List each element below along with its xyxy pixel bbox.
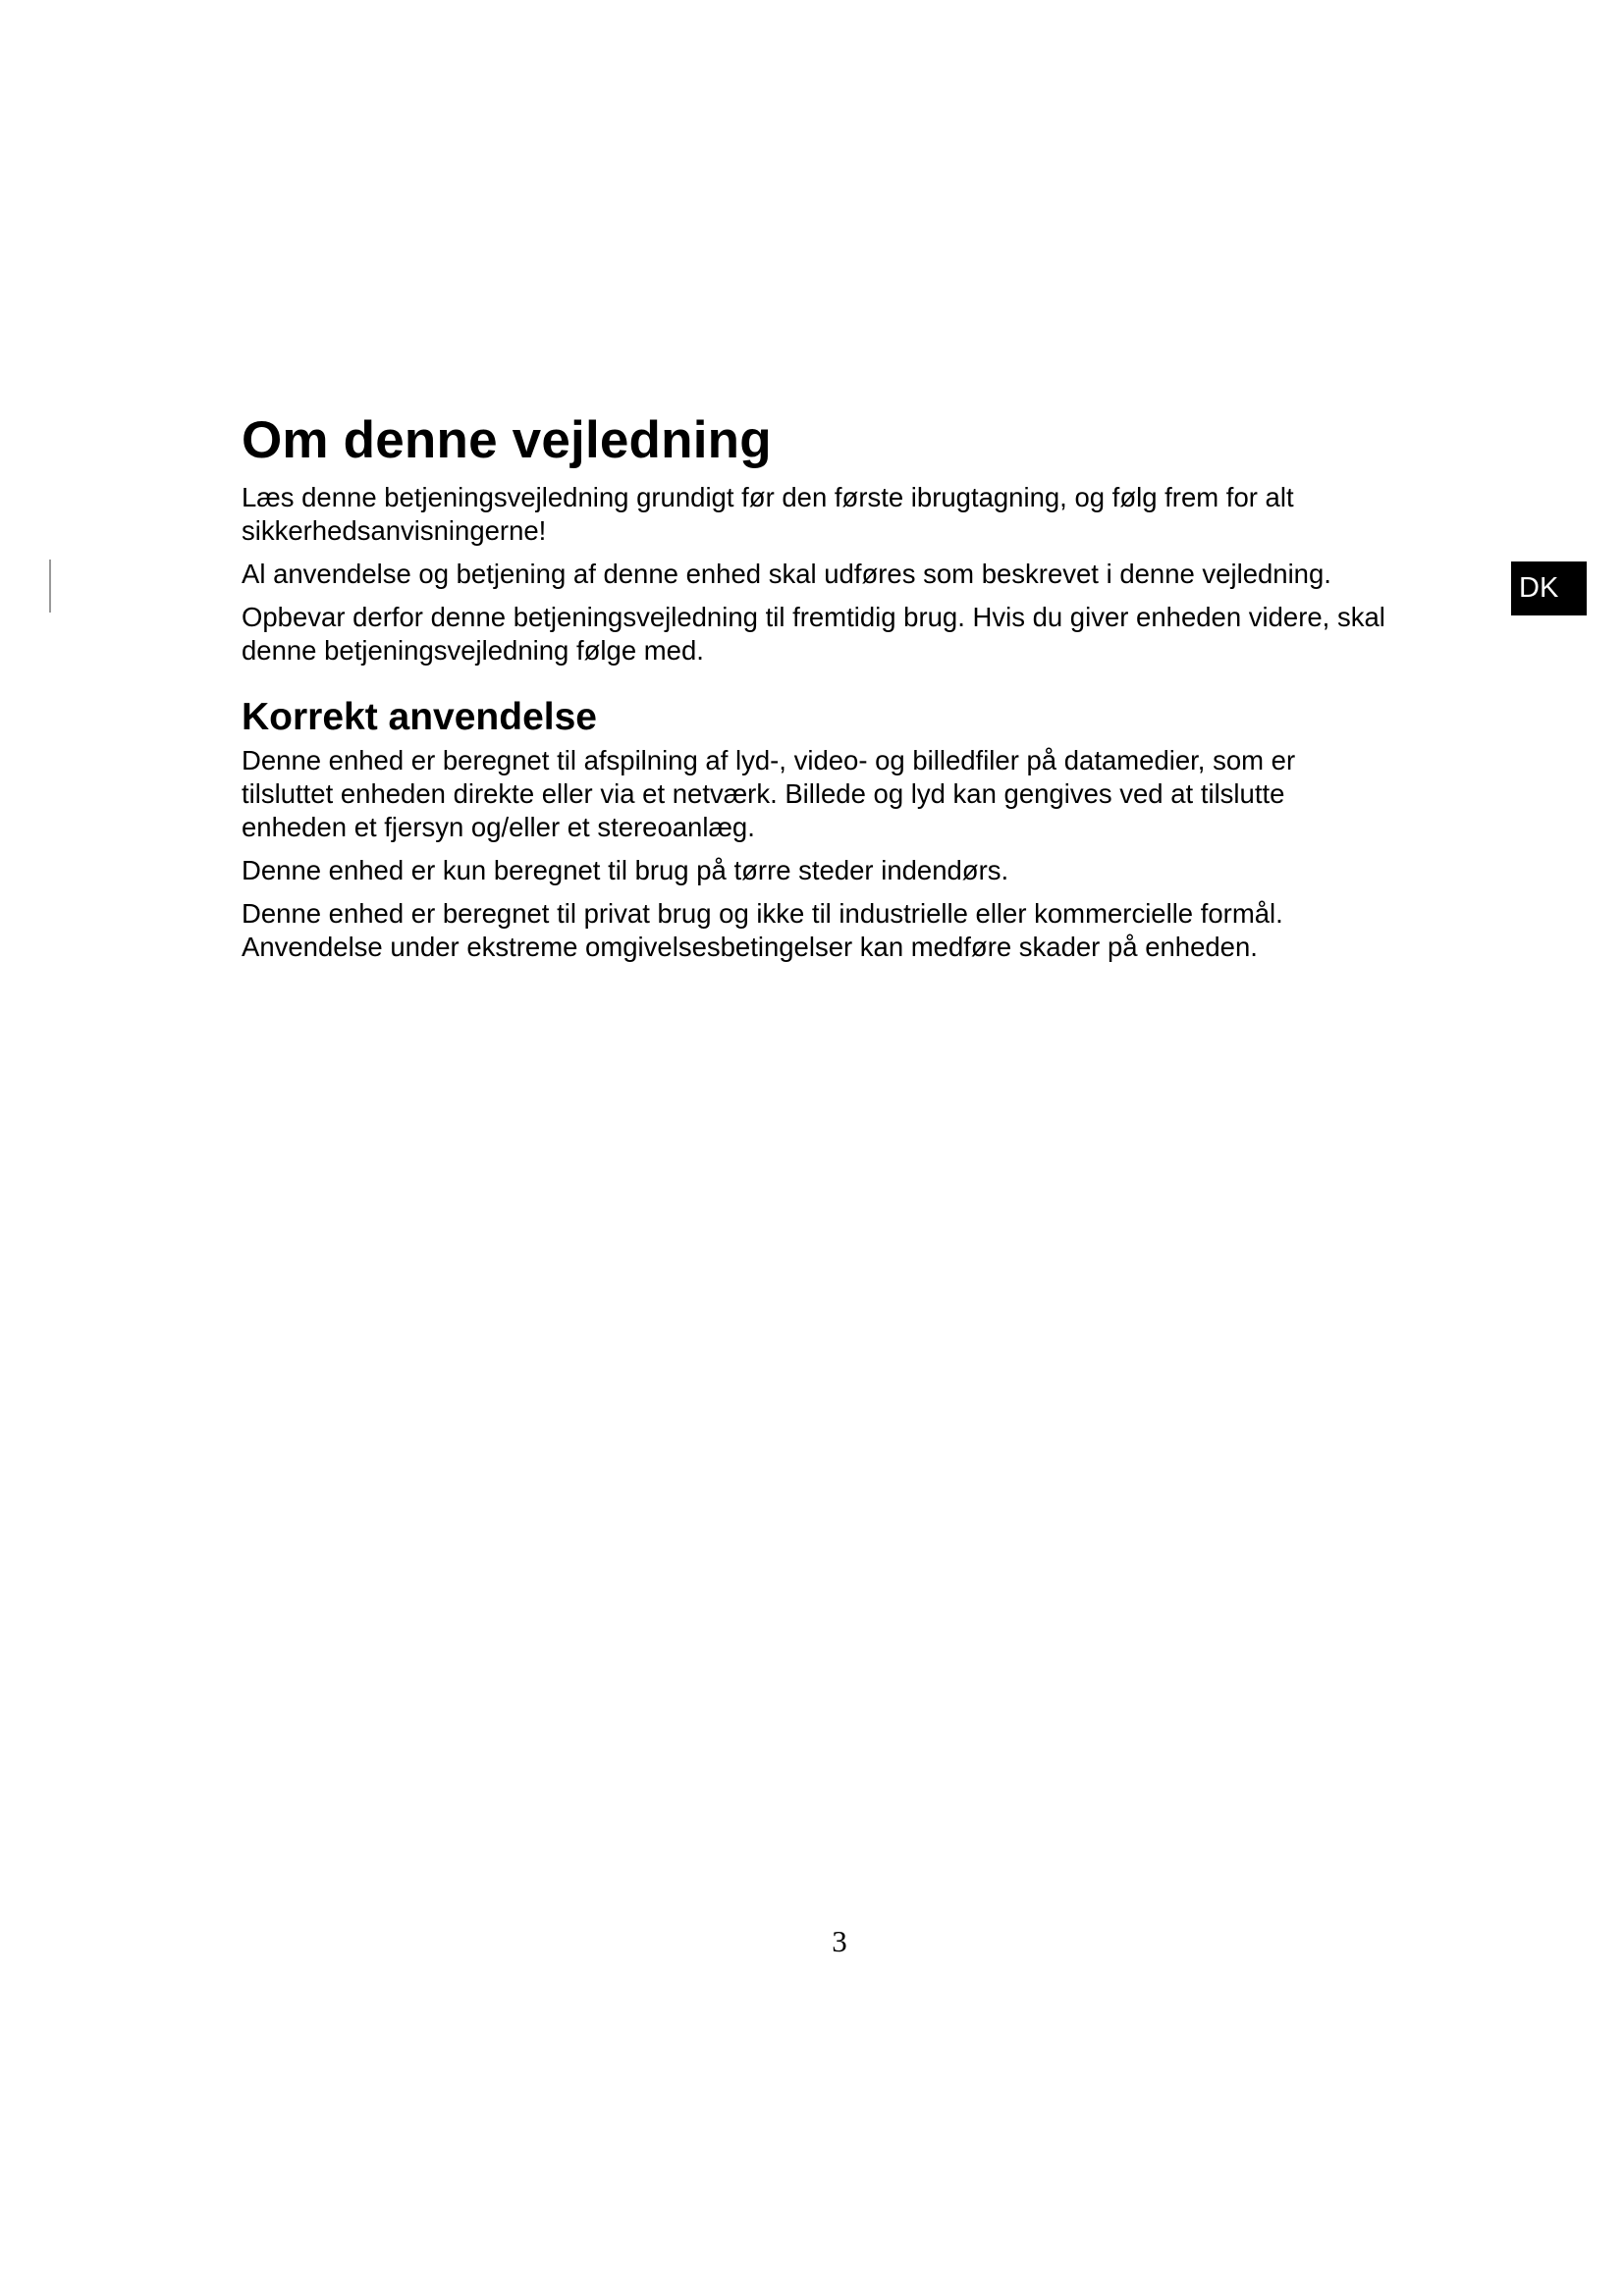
paragraph: Læs denne betjeningsvejledning grundigt før den første ibrugtagning, og følg frem for alt sikkerhedsanvisningerne! (242, 482, 1294, 546)
paragraph: Denne enhed er beregnet til privat brug og ikke til industrielle eller kommercielle formål. Anvendelse under ekstreme omgivelsesbetingelser kan medføre skader på enheden. (242, 898, 1283, 962)
margin-rule (49, 560, 51, 613)
language-tab: DK (1511, 561, 1587, 615)
paragraph: Denne enhed er kun beregnet til brug på tørre steder indendørs. (242, 855, 1009, 885)
paragraph: Denne enhed er beregnet til afspilning af lyd-, video- og billedfiler på datamedier, som er tilsluttet enheden direkte eller via et netværk. Billede og lyd kan gengives ved at tilslutte enheden et fjersyn og/eller et stereoanlæg. (242, 745, 1296, 842)
page-number: 3 (832, 1924, 847, 1958)
paragraph: Opbevar derfor denne betjeningsvejledning til fremtidig brug. Hvis du giver enheden videre, skal denne betjeningsvejledning følge med. (242, 602, 1385, 666)
paragraph: Al anvendelse og betjening af denne enhed skal udføres som beskrevet i denne vejledning. (242, 559, 1331, 589)
section-title-intended-use: Korrekt anvendelse (242, 696, 597, 738)
main-content (242, 410, 1420, 974)
section-title-about-manual: Om denne vejledning (242, 411, 772, 469)
